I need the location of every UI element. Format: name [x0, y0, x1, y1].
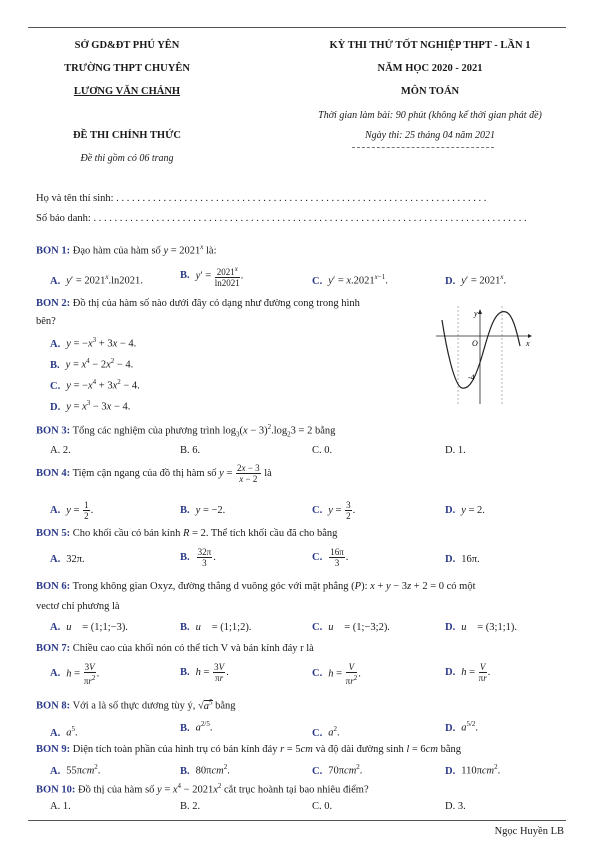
q5-option-b[interactable]: B. $\frac{32\pi}{3}$ . [180, 547, 216, 568]
y-label: y [474, 309, 478, 318]
question-10: BON 10: Đồ thị của hàm số $y = x^4 - 2021x^2$ cắt trục hoành tại bao nhiêu điểm? [36, 782, 369, 796]
q10-option-b[interactable]: B. 2. [180, 801, 201, 812]
subject: MÔN TOÁN [400, 86, 460, 97]
q9-option-c[interactable]: C. 70πcm$^2$. [312, 763, 363, 777]
q10-option-c[interactable]: C. 0. [312, 801, 333, 812]
q3-option-d[interactable]: D. 1. [445, 445, 466, 456]
origin-label: O [472, 339, 478, 348]
official-exam: ĐỀ THI CHÍNH THỨC [72, 130, 182, 141]
q8-option-b[interactable]: B. $a^{2/5}$. [180, 720, 213, 734]
candidate-name-field: Họ và tên thí sinh: . . . . . . . . . . . . . . . . . . . . . . . . . . . . . . . . . . . . . . . . . . . . . . . . . . . . . . . . . . . . . . . . . . . . . . . [36, 193, 487, 204]
q5-option-c[interactable]: C. $\frac{16\pi}{3}$ . [312, 547, 349, 568]
q7-option-a[interactable]: A. h = $\frac{3V}{\pi r^2}$ . [50, 662, 100, 686]
q2-option-a[interactable]: A. $y = -x^3 + 3x - 4$. [50, 336, 137, 350]
footer-author: Ngọc Huyền LB [494, 826, 564, 837]
q10-option-d[interactable]: D. 3. [445, 801, 466, 812]
q1-option-c[interactable]: C. $y' = x.2021^{x-1}$. [312, 273, 388, 287]
q7-option-d[interactable]: D. h = $\frac{V}{\pi r}$ . [445, 662, 491, 683]
dept-name: SỞ GD&ĐT PHÚ YÊN [74, 40, 180, 51]
school-year: NĂM HỌC 2020 - 2021 [377, 63, 483, 74]
question-1: BON 1: Đạo hàm của hàm số $y = 2021^x$ là: [36, 243, 217, 257]
y-axis-arrow [478, 309, 482, 314]
q7-option-c[interactable]: C. h = $\frac{V}{\pi r^2}$ . [312, 662, 361, 686]
q6-option-b[interactable]: B. u⃗ = (1;1;2). [180, 622, 252, 633]
q2-option-d[interactable]: D. $y = x^3 - 3x - 4$. [50, 399, 131, 413]
q7-option-b[interactable]: B. h = $\frac{3V}{\pi r}$ . [180, 662, 229, 683]
date-underline [352, 147, 494, 148]
q6-option-d[interactable]: D. u⃗ = (3;1;1). [445, 622, 518, 633]
candidate-id-field: Số báo danh: . . . . . . . . . . . . . . . . . . . . . . . . . . . . . . . . . . . . . . . . . . . . . . . . . . . . . . . . . . . . . . . . . . . . . . . . . . . . . . . . . . . [36, 213, 527, 224]
q2-option-b[interactable]: B. $y = x^4 - 2x^2 - 4$. [50, 357, 134, 371]
question-2-cont: bên? [36, 316, 56, 327]
q1-option-b[interactable]: B. y′ = $\frac{2021^x}{\ln 2021}$ . [180, 265, 244, 288]
function-graph [436, 306, 536, 406]
q1-option-d[interactable]: D. $y' = 2021^x$. [445, 273, 507, 287]
q6-option-a[interactable]: A. u⃗ = (1;1;−3). [50, 622, 128, 633]
question-3: BON 3: Tổng các nghiệm của phương trình $\log_3(x - 3)^2.\log_23 = 2$ bằng [36, 423, 336, 439]
q4-option-d[interactable]: D. y = 2. [445, 505, 485, 516]
minus-four-label: -4 [468, 373, 475, 382]
x-label: x [526, 339, 530, 348]
q4-option-a[interactable]: A. y = $\frac{1}{2}$ . [50, 500, 94, 521]
q3-option-c[interactable]: C. 0. [312, 445, 333, 456]
exam-date: Ngày thi: 25 tháng 04 năm 2021 [365, 130, 495, 141]
question-9: BON 9: Diện tích toàn phần của hình trụ có bán kính đáy r = 5cm và độ dài đường sinh l = 6cm bằng [36, 744, 461, 755]
question-6: BON 6: Trong không gian Oxyz, đường thẳng d vuông góc với mặt phẳng (P): x + y − 3z + 2 = 0 có một [36, 581, 476, 592]
q10-option-a[interactable]: A. 1. [50, 801, 71, 812]
q5-option-d[interactable]: D. 16π. [445, 554, 480, 565]
q1-option-a[interactable]: A. $y' = 2021^x.\ln 2021$. [50, 273, 143, 287]
q9-option-b[interactable]: B. 80πcm$^2$. [180, 763, 230, 777]
question-5: BON 5: Cho khối cầu có bán kính R = 2. Thể tích khối cầu đã cho bằng [36, 528, 338, 539]
question-8: BON 8: Với a là số thực dương tùy ý, $√a^5$ bằng [36, 698, 236, 712]
page-count: Đề thi gồm có 06 trang [80, 153, 174, 164]
q8-option-d[interactable]: D. $a^{5/2}$. [445, 720, 479, 734]
q9-option-a[interactable]: A. 55πcm$^2$. [50, 763, 101, 777]
q3-option-b[interactable]: B. 6. [180, 445, 201, 456]
q4-option-c[interactable]: C. y = $\frac{3}{2}$ . [312, 500, 356, 521]
school-name: TRƯỜNG THPT CHUYÊN [64, 63, 190, 74]
q6-option-c[interactable]: C. u⃗ = (1;−3;2). [312, 622, 390, 633]
top-rule [28, 27, 566, 28]
q2-option-c[interactable]: C. $y = -x^4 + 3x^2 - 4$. [50, 378, 140, 392]
question-7: BON 7: Chiều cao của khối nón có thể tích V và bán kính đáy r là [36, 643, 314, 654]
q4-option-b[interactable]: B. y = −2. [180, 505, 226, 516]
question-4: BON 4: Tiệm cận ngang của đồ thị hàm số y = $\frac{2x - 3}{x - 2}$ là [36, 463, 272, 484]
q5-option-a[interactable]: A. 32π. [50, 554, 85, 565]
time-limit: Thời gian làm bài: 90 phút (không kể thời gian phát đề) [318, 110, 542, 121]
question-6-cont: vectơ chỉ phương là [36, 601, 120, 612]
q3-option-a[interactable]: A. 2. [50, 445, 71, 456]
curve [442, 312, 520, 389]
q8-option-a[interactable]: A. $a^5$. [50, 725, 78, 739]
q8-option-c[interactable]: C. $a^2$. [312, 725, 340, 739]
question-2: BON 2: Đồ thị của hàm số nào dưới đây có dạng như đường cong trong hình [36, 298, 360, 309]
exam-title: KỲ THI THỬ TỐT NGHIỆP THPT - LẦN 1 [329, 40, 531, 51]
x-axis-arrow [528, 334, 532, 338]
bottom-rule [28, 820, 566, 821]
q9-option-d[interactable]: D. 110πcm$^2$. [445, 763, 501, 777]
school-name-2: LƯƠNG VĂN CHÁNH [73, 86, 181, 97]
